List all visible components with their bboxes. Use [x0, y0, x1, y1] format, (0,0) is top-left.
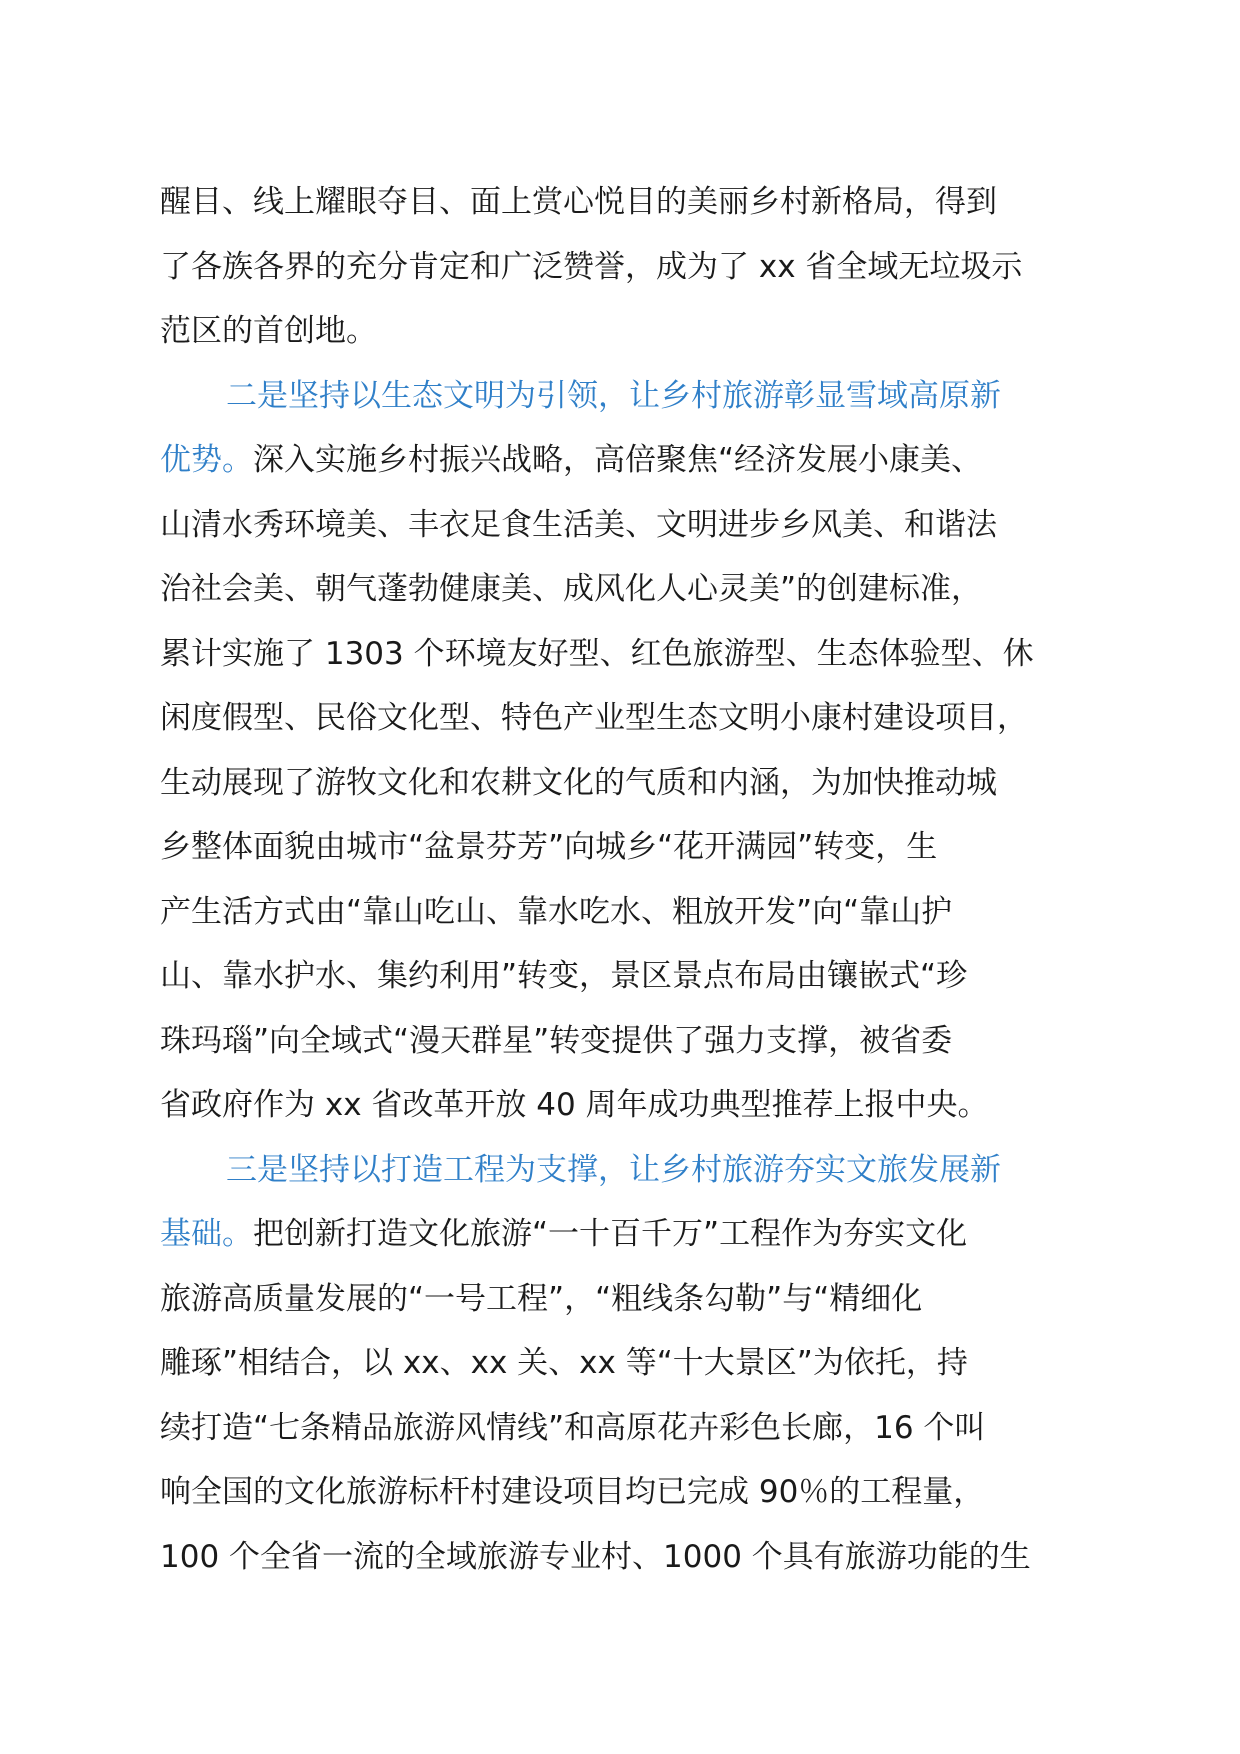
paragraph3-line: 续打造“七条精品旅游风情线”和高原花卉彩色长廊，16 个叫: [160, 1409, 986, 1446]
paragraph2-heading: 二是坚持以生态文明为引领，让乡村旅游彰显雪域高原新: [226, 377, 1001, 414]
paragraph2-line: 累计实施了 1303 个环境友好型、红色旅游型、生态体验型、休: [160, 635, 1034, 672]
paragraph3-line: 100 个全省一流的全域旅游专业村、1000 个具有旅游功能的生: [160, 1538, 1031, 1575]
paragraph2-line: 山、靠水护水、集约利用”转变，景区景点布局由镶嵌式“珍: [160, 958, 968, 994]
paragraph1-line: 醒目、线上耀眼夺目、面上赏心悦目的美丽乡村新格局，得到: [160, 184, 997, 220]
paragraph1-line: 了各族各界的充分肯定和广泛赞誉，成为了 xx 省全域无垃圾示: [160, 248, 1023, 285]
paragraph2-heading-end: 优势。: [160, 442, 253, 478]
paragraph2-line: 山清水秀环境美、丰衣足食生活美、文明进步乡风美、和谐法: [160, 506, 997, 543]
paragraph2-line: 闲度假型、民俗文化型、特色产业型生态文明小康村建设项目，: [160, 700, 1028, 736]
paragraph1-line: 范区的首创地。: [160, 313, 377, 349]
paragraph2-line: 省政府作为 xx 省改革开放 40 周年成功典型推荐上报中央。: [160, 1087, 989, 1123]
paragraph3-line: 旅游高质量发展的“一号工程”，“粗线条勾勒”与“精细化: [160, 1280, 923, 1317]
paragraph2-line: 乡整体面貌由城市“盆景芬芳”向城乡“花开满园”转变，生: [160, 829, 938, 865]
paragraph2-line: 优势。深入实施乡村振兴战略，高倍聚焦“经济发展小康美、: [160, 442, 983, 478]
document-body: [160, 170, 1092, 1589]
paragraph2-line: 产生活方式由“靠山吃山、靠水吃水、粗放开发”向“靠山护: [160, 893, 953, 930]
paragraph3-line: 基础。把创新打造文化旅游“一十百千万”工程作为夯实文化: [160, 1216, 968, 1252]
paragraph3-line: 响全国的文化旅游标杆村建设项目均已完成 90％的工程量，: [160, 1474, 985, 1510]
paragraph2-line: 珠玛瑙”向全域式“漫天群星”转变提供了强力支撑，被省委: [160, 1022, 953, 1059]
paragraph3-line: 雕琢”相结合，以 xx、xx 关、xx 等“十大景区”为依托，持: [160, 1345, 968, 1381]
paragraph3-heading: 三是坚持以打造工程为支撑，让乡村旅游夯实文旅发展新: [226, 1151, 1001, 1188]
paragraph2-line: 治社会美、朝气蓬勃健康美、成风化人心灵美”的创建标准，: [160, 571, 983, 607]
paragraph3-heading-end: 基础。: [160, 1216, 253, 1252]
paragraph3-heading-line: [160, 1138, 1092, 1203]
paragraph2-line: 生动展现了游牧文化和农耕文化的气质和内涵，为加快推动城: [160, 764, 997, 801]
paragraph2-heading-line: [160, 364, 1092, 429]
